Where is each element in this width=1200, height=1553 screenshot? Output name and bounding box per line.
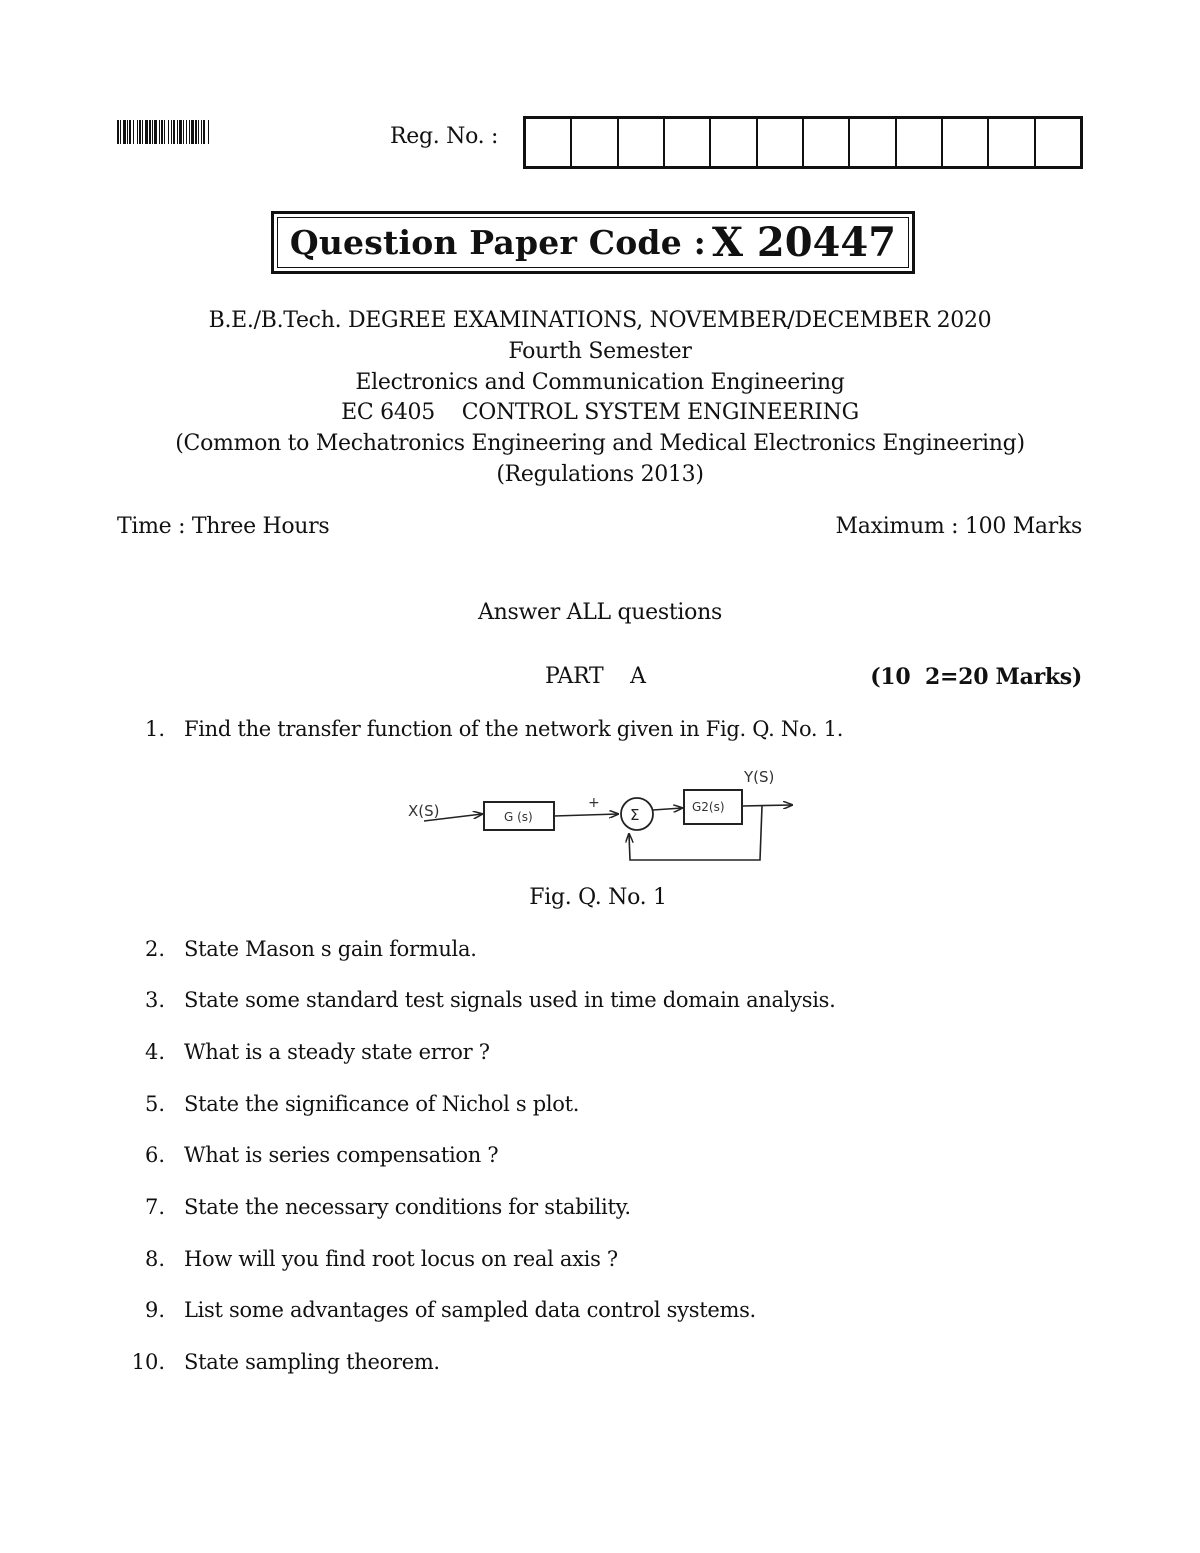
figure-caption: Fig. Q. No. 1: [529, 885, 667, 910]
barcode-bar: [152, 120, 153, 144]
barcode-bar: [168, 120, 169, 144]
paper-code-value: X 20447: [711, 219, 897, 266]
reg-no-digit-box[interactable]: [804, 119, 850, 166]
summer-output-arrow: [653, 808, 682, 810]
barcode-bar: [139, 120, 141, 144]
reg-no-digit-box[interactable]: [758, 119, 804, 166]
reg-no-digit-box[interactable]: [943, 119, 989, 166]
exam-common-to: (Common to Mechatronics Engineering and Medical Electronics Engineering): [175, 431, 1025, 456]
reg-no-digit-box[interactable]: [665, 119, 711, 166]
reg-no-digit-box[interactable]: [850, 119, 896, 166]
question-number: 4.: [144, 1040, 165, 1064]
barcode-bar: [201, 120, 202, 144]
barcode-bar: [198, 120, 199, 144]
question-text: Find the transfer function of the network given in Fig. Q. No. 1.: [184, 717, 844, 741]
question-text: What is a steady state error ?: [184, 1040, 490, 1064]
question-number: 2.: [144, 937, 165, 961]
barcode-bar: [129, 120, 131, 144]
barcode-bar: [127, 120, 128, 144]
barcode-bar: [195, 120, 197, 144]
question-number: 10.: [131, 1350, 165, 1374]
exam-course: EC 6405 CONTROL SYSTEM ENGINEERING: [341, 400, 859, 425]
exam-branch: Electronics and Communication Engineering: [355, 370, 845, 395]
summing-symbol: Σ: [630, 806, 640, 824]
barcode-bar: [159, 120, 160, 144]
barcode-bar: [149, 120, 151, 144]
block-g2-label: G2(s): [692, 800, 725, 814]
question-text: State the significance of Nichol s plot.: [184, 1092, 580, 1116]
barcode-bar: [133, 120, 134, 144]
barcode-bar: [117, 120, 119, 144]
reg-no-digit-box[interactable]: [897, 119, 943, 166]
question-text: List some advantages of sampled data control systems.: [184, 1298, 756, 1322]
reg-no-digit-box[interactable]: [989, 119, 1035, 166]
exam-semester: Fourth Semester: [508, 339, 692, 364]
barcode-bar: [161, 120, 163, 144]
reg-no-digit-box[interactable]: [1036, 119, 1080, 166]
answer-all-instruction: Answer ALL questions: [478, 600, 722, 625]
question-text: State sampling theorem.: [184, 1350, 440, 1374]
reg-no-label: Reg. No. :: [390, 124, 499, 149]
exam-degree: B.E./B.Tech. DEGREE EXAMINATIONS, NOVEMBER/DECEMBER 2020: [208, 308, 992, 333]
exam-time: Time : Three Hours: [117, 514, 330, 539]
barcode-bar: [123, 120, 126, 144]
reg-no-digit-box[interactable]: [526, 119, 572, 166]
barcode-bar: [171, 120, 172, 144]
barcode: [117, 120, 295, 144]
summer-plus-sign: +: [588, 795, 600, 811]
barcode-bar: [179, 120, 182, 144]
question-text: State Mason s gain formula.: [184, 937, 477, 961]
forward-arrow: [554, 814, 618, 816]
barcode-bar: [154, 120, 157, 144]
block-g1-label: G (s): [504, 810, 533, 824]
barcode-bar: [203, 120, 205, 144]
question-number: 5.: [144, 1092, 165, 1116]
barcode-bar: [186, 120, 187, 144]
question-number: 7.: [144, 1195, 165, 1219]
part-marks: (10 2=20 Marks): [870, 664, 1082, 690]
barcode-bar: [208, 120, 209, 144]
part-heading: PART A: [545, 664, 646, 689]
reg-no-digit-box[interactable]: [619, 119, 665, 166]
reg-no-boxes: [523, 116, 1083, 169]
paper-code-label: Question Paper Code :: [289, 223, 706, 262]
barcode-bar: [177, 120, 178, 144]
question-number: 9.: [144, 1298, 165, 1322]
question-text: State the necessary conditions for stability.: [184, 1195, 631, 1219]
question-text: State some standard test signals used in time domain analysis.: [184, 988, 836, 1012]
barcode-bar: [142, 120, 143, 144]
block-diagram-figure: [400, 764, 800, 868]
barcode-bar: [145, 120, 148, 144]
barcode-bar: [189, 120, 190, 144]
question-number: 3.: [144, 988, 165, 1012]
question-text: What is series compensation ?: [184, 1143, 499, 1167]
question-number: 6.: [144, 1143, 165, 1167]
reg-no-digit-box[interactable]: [711, 119, 757, 166]
exam-regulations: (Regulations 2013): [496, 462, 704, 487]
barcode-bar: [191, 120, 194, 144]
reg-no-digit-box[interactable]: [572, 119, 618, 166]
output-signal-label: Y(S): [744, 768, 775, 786]
barcode-bar: [120, 120, 121, 144]
barcode-bar: [164, 120, 165, 144]
exam-max-marks: Maximum : 100 Marks: [835, 514, 1082, 539]
question-number: 8.: [144, 1247, 165, 1271]
output-arrow: [742, 805, 792, 806]
barcode-bar: [173, 120, 175, 144]
paper-code-box: [271, 211, 915, 274]
barcode-bar: [137, 120, 138, 144]
input-signal-label: X(S): [408, 802, 440, 820]
barcode-bar: [183, 120, 184, 144]
question-text: How will you find root locus on real axis ?: [184, 1247, 618, 1271]
question-number: 1.: [144, 717, 165, 741]
